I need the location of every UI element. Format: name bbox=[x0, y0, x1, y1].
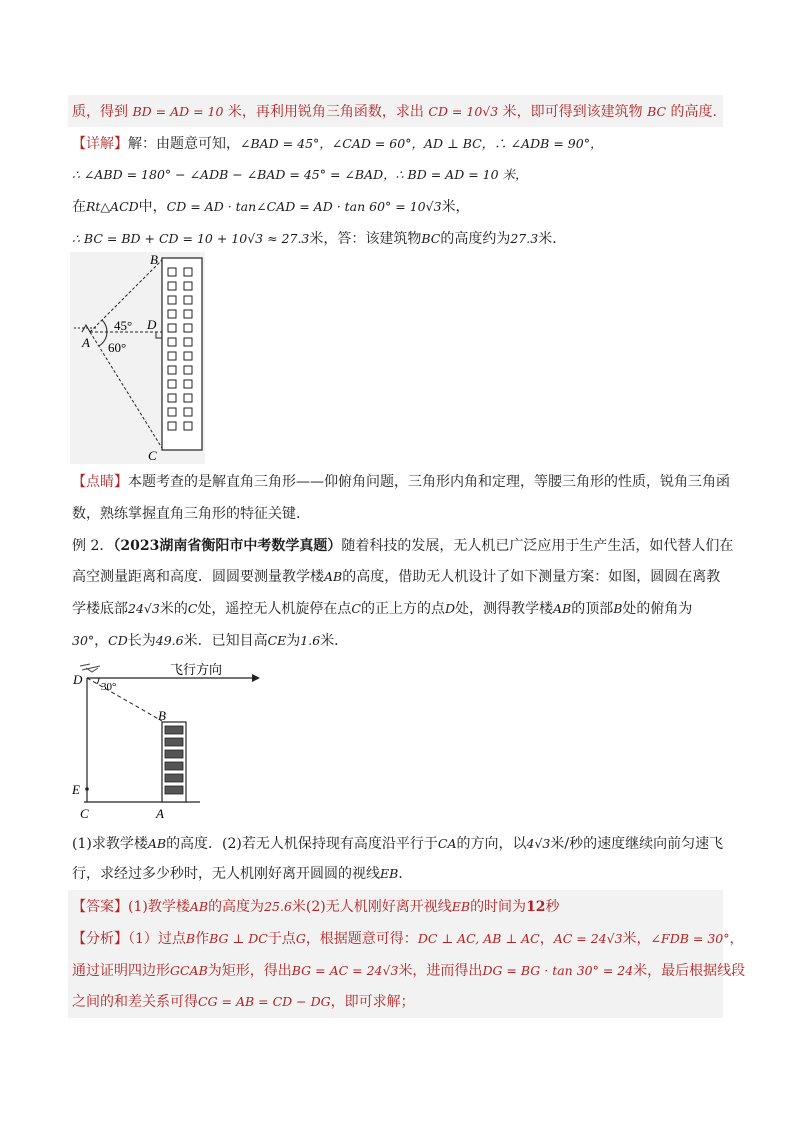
solution-line-3: 在Rt△ACD中，CD = AD · tan∠CAD = AD · tan 60° = 10√3米， bbox=[72, 199, 470, 215]
label-C2: C bbox=[80, 806, 89, 821]
analysis2-tag: 【分析】 bbox=[72, 931, 128, 947]
figure-building-angles bbox=[70, 252, 205, 464]
solution-line-2: ∴ ∠ABD = 180° − ∠ADB − ∠BAD = 45° = ∠BAD，∴ BD = AD = 10 米， bbox=[72, 167, 528, 182]
analysis2-line-3: 之间的和差关系可得CG = AB = CD − DG，即可求解； bbox=[72, 994, 415, 1010]
solution-line-4: ∴ BC = BD + CD = 10 + 10√3 ≈ 27.3米，答：该建筑物BC的高度约为27.3米. bbox=[72, 231, 557, 247]
example2-line-1: 例 2．（2023湖南省衡阳市中考数学真题）随着科技的发展，无人机已广泛应用于生产生活，如代替人们在 bbox=[72, 538, 734, 554]
angle-30-label: 30° bbox=[101, 681, 117, 693]
solution-line-1: 【详解】解：由题意可知，∠BAD = 45°，∠CAD = 60°，AD ⊥ BC，∴ ∠ADB = 90°， bbox=[72, 136, 603, 152]
label-A2: A bbox=[156, 806, 164, 821]
label-B2: B bbox=[158, 708, 166, 723]
analysis-tail-line: 质，得到 BD = AD = 10 米，再利用锐角三角函数，求出 CD = 10√3 米，即可得到该建筑物 BC 的高度. bbox=[72, 104, 718, 120]
example2-line-4: 30°，CD长为49.6米．已知目高CE为1.6米． bbox=[72, 633, 349, 649]
direction-label: 飞行方向 bbox=[170, 662, 223, 677]
label-D: D bbox=[147, 317, 157, 332]
arrow-head bbox=[252, 674, 260, 682]
answer-line: 【答案】(1)教学楼AB的高度为25.6米(2)无人机刚好离开视线EB的时间为12秒 bbox=[72, 899, 560, 915]
drone-icon bbox=[80, 664, 100, 672]
label-B: B bbox=[150, 252, 158, 267]
figure-drone-measure bbox=[70, 656, 265, 822]
answer-tag: 【答案】 bbox=[72, 899, 128, 915]
angle-45-label: 45° bbox=[114, 318, 133, 333]
example2-line-3: 学楼底部24√3米的C处，遥控无人机旋停在点C的正上方的点D处，测得教学楼AB的顶部B处的俯角为 bbox=[72, 601, 693, 617]
comment-line-1: 【点睛】本题考查的是解直角三角形——仰俯角问题，三角形内角和定理，等腰三角形的性质，锐角三角函 bbox=[72, 474, 730, 490]
label-D2: D bbox=[73, 672, 83, 687]
question-line-1: (1)求教学楼AB的高度．(2)若无人机保持现有高度沿平行于CA的方向，以4√3米/秒的速度继续向前匀速飞 bbox=[72, 836, 724, 852]
sight-line-DB bbox=[87, 678, 162, 721]
solution-tag: 【详解】 bbox=[72, 136, 128, 152]
label-E: E bbox=[72, 782, 80, 797]
label-A: A bbox=[82, 335, 90, 350]
label-C: C bbox=[148, 448, 157, 463]
analysis2-line-1: 【分析】（1）过点B作BG ⊥ DC于点G，根据题意可得：DC ⊥ AC, AB ⊥ AC，AC = 24√3米，∠FDB = 30°， bbox=[72, 931, 744, 947]
example2-line-2: 高空测量距离和高度．圆圆要测量教学楼AB的高度，借助无人机设计了如下测量方案：如图，圆圆在离教 bbox=[72, 569, 721, 585]
comment-line-2: 数，熟练掌握直角三角形的特征关键. bbox=[72, 506, 301, 522]
comment-tag: 【点睛】 bbox=[72, 474, 128, 490]
question-line-2: 行，求经过多少秒时，无人机刚好离开圆圆的视线EB． bbox=[72, 866, 413, 882]
analysis2-line-2: 通过证明四边形GCAB为矩形，得出BG = AC = 24√3米，进而得出DG = BG · tan 30° = 24米，最后根据线段 bbox=[72, 963, 746, 979]
angle-arc-30 bbox=[97, 678, 99, 684]
angle-60-label: 60° bbox=[108, 340, 127, 355]
point-E bbox=[85, 787, 89, 791]
